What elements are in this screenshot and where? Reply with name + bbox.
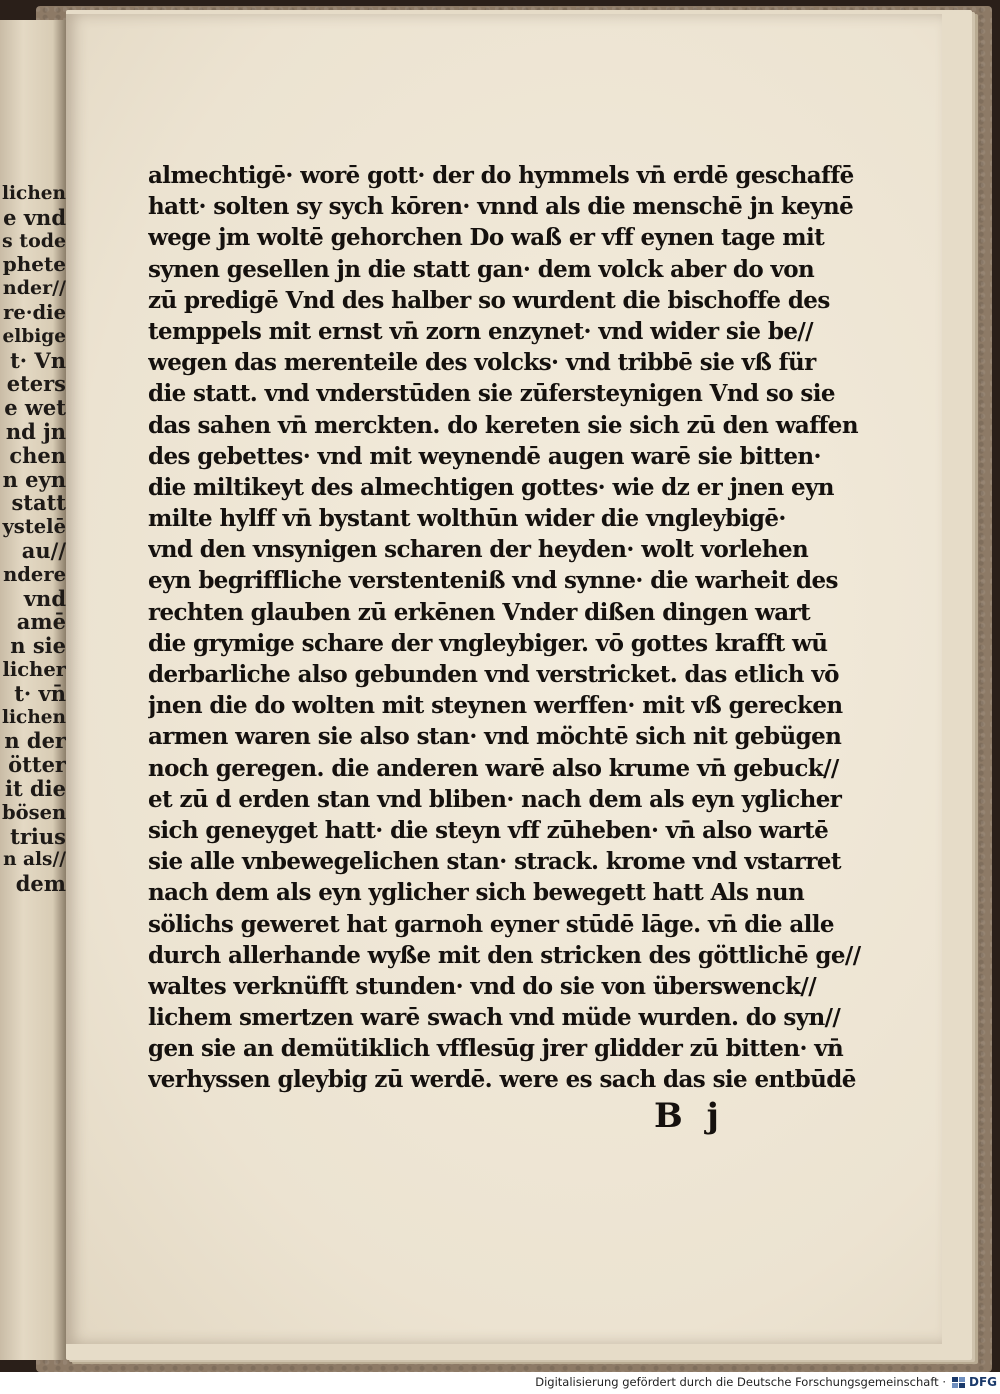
left-page-line: s tode — [2, 229, 66, 252]
text-line: wegen das merenteile des volcks· vnd tribbē sie vß für — [148, 349, 816, 377]
text-line: noch geregen. die anderen warē also krume vn̄ gebuck// — [148, 754, 839, 782]
text-line: zū predigē Vnd des halber so wurdent die bischoffe des — [148, 286, 830, 314]
text-line: des gebettes· vnd mit weynendē augen warē sie bitten· — [148, 442, 821, 470]
left-page-line: nder// — [2, 277, 66, 300]
left-page-line: lichen — [2, 183, 66, 204]
dfg-logo-text: DFG — [969, 1375, 998, 1389]
text-line: gen sie an demütiklich vfflesūg jrer glidder zū bitten· vn̄ — [148, 1035, 844, 1063]
text-line: sich geneyget hatt· die steyn vff zūheben· vn̄ also wartē — [148, 816, 829, 844]
left-page-line: bösen — [2, 800, 66, 824]
text-line: wege jm woltē gehorchen Do waß er vff eynen tage mit — [148, 224, 825, 252]
left-page-line: amē — [16, 609, 66, 635]
text-line: hatt· solten sy sych kōren· vnnd als die menschē jn keynē — [148, 193, 854, 221]
left-page-line: licher — [2, 657, 66, 681]
left-page-line: re·die — [3, 300, 66, 324]
text-line: verhyssen gleybig zū werdē. were es sach das sie entbūdē — [148, 1066, 856, 1094]
left-page-line: chen — [9, 442, 66, 468]
left-page-line: dem — [15, 871, 66, 897]
left-page-line: eters — [6, 371, 66, 397]
left-page-line: n als// — [3, 849, 66, 871]
left-page-line: au// — [21, 537, 66, 563]
left-page-line: n der — [4, 728, 66, 754]
left-page-text — [2, 182, 66, 896]
text-line: derbarliche also gebunden vnd verstricket. das etlich vō — [148, 661, 839, 688]
left-page — [0, 20, 66, 1360]
left-page-line: lichen — [2, 706, 66, 728]
left-page-line: e vnd — [3, 204, 66, 230]
text-line: temppels mit ernst vn̄ zorn enzynet· vnd wider sie be// — [148, 317, 813, 345]
text-line: vnd den vnsynigen scharen der heyden· wolt vorlehen — [148, 536, 809, 564]
text-line: jnen die do wolten mit steynen werffen· mit vß gerecken — [148, 692, 843, 720]
text-line: das sahen vn̄ merckten. do kereten sie sich zū den waffen — [148, 411, 858, 439]
text-line: die statt. vnd vnderstūden sie zūfersteynigen Vnd so sie — [148, 380, 835, 408]
text-line: rechten glauben zū erkēnen Vnder dißen dingen wart — [148, 598, 811, 626]
footer-bar — [0, 1372, 1000, 1394]
text-line: sölichs geweret hat garnoh eyner stūdē lāge. vn̄ die alle — [148, 910, 834, 938]
left-page-line: trius — [10, 823, 66, 849]
text-line: milte hylff vn̄ bystant wolthūn wider die vngleybigē· — [148, 505, 786, 533]
left-page-line: t· vn̄ — [14, 680, 66, 706]
left-page-line: nd jn — [5, 418, 66, 444]
text-line: synen gesellen jn die statt gan· dem volck aber do von — [148, 255, 815, 283]
text-line: armen waren sie also stan· vnd möchtē sich nit gebügen — [148, 723, 842, 751]
text-line: lichem smertzen warē swach vnd müde wurden. do syn// — [148, 1004, 841, 1032]
text-line: et zū d erden stan vnd bliben· nach dem als eyn yglicher — [148, 785, 842, 813]
dfg-logo-icon — [952, 1377, 965, 1388]
text-line: waltes verknüfft stunden· vnd do sie von überswenck// — [148, 972, 817, 1000]
left-page-line: n eyn — [2, 466, 66, 492]
text-line: die grymige schare der vngleybiger. vō gottes krafft wū — [148, 629, 828, 657]
signature-mark: B j — [654, 1096, 725, 1136]
text-line: eyn begriffliche verstenteniß vnd synne· die warheit des — [148, 567, 838, 595]
left-page-line: t· Vn — [10, 347, 66, 373]
left-page-line: statt — [11, 490, 66, 516]
dfg-logo — [952, 1374, 998, 1391]
text-line: nach dem als eyn yglicher sich bewegett hatt Als nun — [148, 879, 805, 907]
left-page-line: e wet — [4, 395, 66, 421]
main-page — [66, 14, 942, 1344]
text-line: almechtigē· worē gott· der do hymmels vn̄ erdē geschaffē — [148, 162, 854, 189]
left-page-line: n sie — [10, 633, 66, 659]
text-line: durch allerhande wyße mit den stricken des göttlichē ge// — [148, 941, 861, 969]
left-page-line: it die — [4, 775, 66, 801]
left-page-line: ndere — [3, 562, 66, 586]
left-page-line: elbige — [2, 325, 66, 347]
left-page-line: vnd — [23, 585, 66, 611]
text-line: sie alle vnbewegelichen stan· strack. krome vnd vstarret — [148, 848, 841, 876]
funding-credit: Digitalisierung gefördert durch die Deutsche Forschungsgemeinschaft · — [535, 1375, 946, 1389]
left-page-line: ötter — [8, 752, 66, 778]
left-page-line: ystelē — [2, 515, 66, 539]
text-line: die miltikeyt des almechtigen gottes· wie dz er jnen eyn — [148, 473, 834, 501]
left-page-line: phete — [2, 252, 66, 277]
main-text-block — [148, 160, 868, 1096]
